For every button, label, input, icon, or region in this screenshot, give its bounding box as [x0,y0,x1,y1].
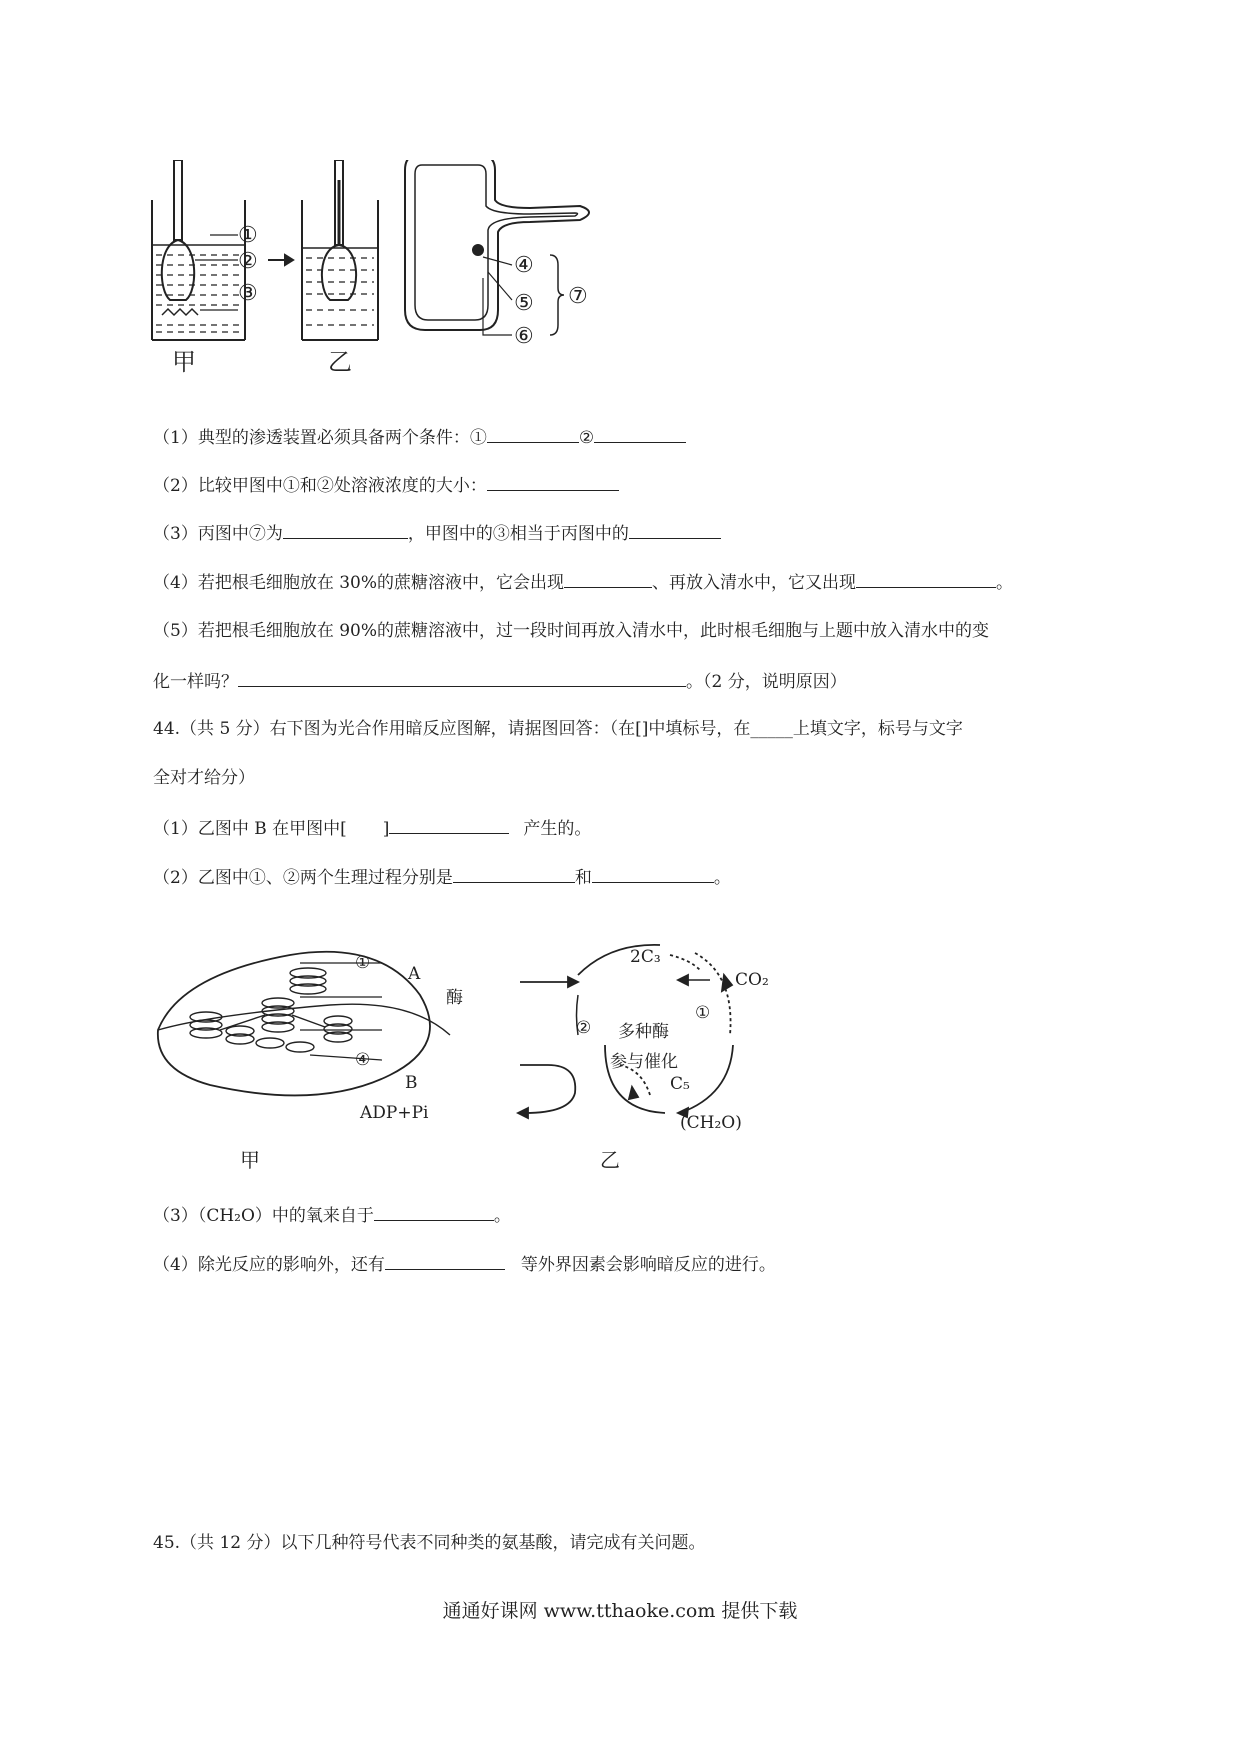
root-hair-cell [405,160,589,335]
fig-circ-1: ① [355,953,371,973]
q43-2: （2）比较甲图中①和②处溶液浓度的大小： [153,473,619,497]
blank-q43-1a[interactable] [487,425,579,443]
label-adp: ADP+Pi [360,1103,429,1123]
q43-5b: 化一样吗？ 。（2 分，说明原因） [153,669,847,693]
q43-1: （1）典型的渗透装置必须具备两个条件：① ② [153,425,686,449]
label-1: ① [238,223,258,248]
cycle-center-2: 参与催化 [610,1052,678,1072]
label-enzyme: 酶 [446,988,463,1008]
blank-q44-2b[interactable] [592,865,714,883]
cycle-circ-1: ① [695,1003,711,1023]
page-footer: 通通好课网 www.tthaoke.com 提供下载 [442,1600,798,1622]
beaker-yi [302,160,378,340]
label-c3: 2C₃ [630,947,661,967]
fig-yi: 乙 [600,1148,620,1172]
label-5: ⑤ [514,291,534,316]
chloroplast-figure [150,935,790,1180]
q45: 45.（共 12 分）以下几种符号代表不同种类的氨基酸，请完成有关问题。 [153,1533,706,1553]
blank-q43-5[interactable] [238,669,686,687]
blank-q43-3b[interactable] [629,521,721,539]
label-b: B [405,1073,418,1093]
q44-intro-b: 全对才给分） [153,768,255,788]
blank-q44-4[interactable] [385,1252,505,1270]
label-7: ⑦ [568,284,588,309]
cycle-center-1: 多种酶 [618,1022,669,1042]
beaker-jia [152,160,245,340]
q44-intro: 44.（共 5 分）右下图为光合作用暗反应图解，请据图回答：（在[]中填标号，在_____上填文字，标号与文字 [153,719,963,739]
q44-1: （1）乙图中 B 在甲图中[ ] 产生的。 [153,816,591,840]
osmosis-figure [150,160,690,390]
q43-3: （3）丙图中⑦为 ，甲图中的③相当于丙图中的 [153,521,721,545]
cycle-circ-2: ② [576,1018,592,1038]
label-c5: C₅ [670,1074,690,1094]
blank-q43-2[interactable] [487,473,619,491]
label-jia: 甲 [172,348,196,376]
label-6: ⑥ [514,324,534,349]
fig-circ-4: ④ [355,1050,371,1070]
label-2: ② [238,249,258,274]
q43-4: （4）若把根毛细胞放在 30%的蔗糖溶液中，它会出现 、再放入清水中，它又出现 。 [153,570,1013,594]
q43-5: （5）若把根毛细胞放在 90%的蔗糖溶液中，过一段时间再放入清水中，此时根毛细胞与上题中放入清水中的变 [153,621,990,641]
blank-q43-1b[interactable] [594,425,686,443]
blank-q43-4a[interactable] [564,570,652,588]
blank-q44-3[interactable] [374,1203,494,1221]
q44-2: （2）乙图中①、②两个生理过程分别是 和 。 [153,865,731,889]
blank-q44-1[interactable] [389,816,509,834]
blank-q43-3a[interactable] [283,521,408,539]
q44-4: （4）除光反应的影响外，还有 等外界因素会影响暗反应的进行。 [153,1252,776,1276]
q44-3: （3）（CH₂O）中的氧来自于 。 [153,1203,511,1227]
label-a: A [408,964,421,984]
label-3: ③ [238,281,258,306]
label-yi: 乙 [328,348,352,376]
blank-q44-2a[interactable] [453,865,575,883]
blank-q43-4b[interactable] [856,570,996,588]
fig-jia: 甲 [240,1148,260,1172]
label-ch2o: (CH₂O) [680,1113,742,1133]
label-4: ④ [514,253,534,278]
label-co2: CO₂ [735,970,769,990]
